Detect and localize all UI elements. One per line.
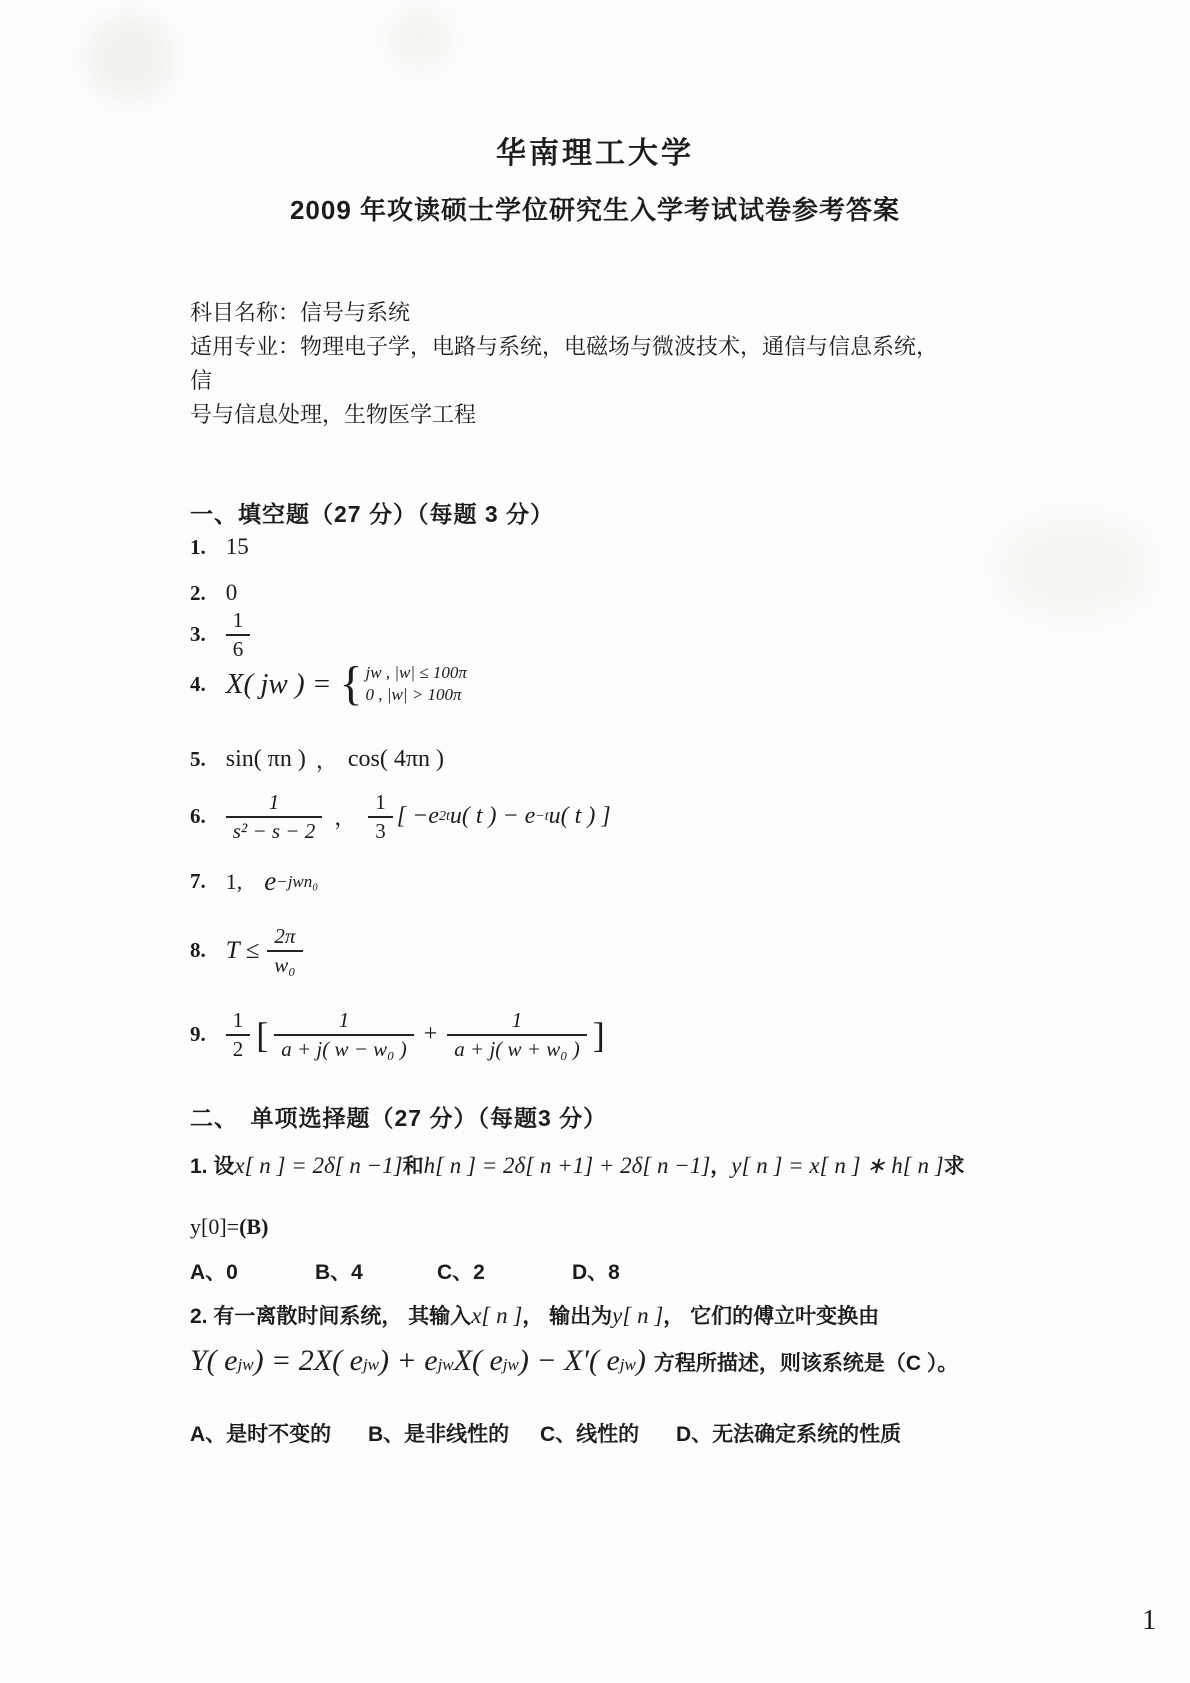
fraction bbox=[226, 790, 322, 844]
option-b: B、是非线性的 bbox=[368, 1423, 510, 1446]
fill-question-1 bbox=[190, 534, 249, 560]
fill-question-3 bbox=[190, 608, 250, 662]
question-text: ， 它们的傅立叶变换由 bbox=[663, 1305, 880, 1328]
fraction-numerator: 2π bbox=[274, 924, 296, 948]
scan-artifact bbox=[88, 16, 172, 100]
fraction-numerator: 1 bbox=[375, 790, 386, 814]
answer-expression: y[0]= bbox=[190, 1214, 240, 1239]
answer-part-a: sin( πn ) bbox=[225, 746, 306, 772]
question-number: 3. bbox=[190, 622, 206, 647]
question-number: 2. bbox=[190, 580, 206, 605]
choice-question-1-options bbox=[190, 1256, 620, 1286]
question-text: 2. 有一离散时间系统， 其输入 bbox=[190, 1305, 472, 1328]
case-bottom: 0 , |w| > 100π bbox=[365, 685, 462, 704]
page-subtitle: 2009 年攻读硕士学位研究生入学考试试卷参考答案 bbox=[289, 195, 901, 225]
fraction-denominator: w₀ bbox=[267, 950, 302, 978]
scan-artifact bbox=[390, 8, 450, 68]
question-tail-text: 方程所描述，则该系统是（C ）。 bbox=[653, 1352, 959, 1375]
fill-question-5 bbox=[190, 744, 444, 775]
close-bracket: ] bbox=[592, 1014, 605, 1055]
section2-heading: 二、 单项选择题（27 分）（每题3 分） bbox=[190, 1105, 608, 1131]
fill-question-2 bbox=[190, 580, 237, 606]
math-expression: x[ n ] bbox=[471, 1303, 523, 1328]
fraction-numerator: 1 bbox=[338, 1008, 350, 1032]
option-a: A、0 bbox=[190, 1261, 238, 1284]
option-d: D、8 bbox=[572, 1261, 620, 1284]
option-a: A、是时不变的 bbox=[190, 1423, 332, 1446]
fill-question-8 bbox=[190, 924, 303, 978]
question-number: 9. bbox=[190, 1022, 206, 1047]
formula-part: X( e bbox=[453, 1344, 503, 1377]
math-expression: x[ n ] = 2δ[ n −1] bbox=[234, 1153, 403, 1178]
formula-part: ) = 2X( e bbox=[253, 1344, 363, 1377]
fraction-denominator: 6 bbox=[226, 634, 251, 662]
subject-line: 科目名称：信号与系统 bbox=[190, 300, 411, 325]
math-expression: y[ n ] bbox=[612, 1303, 664, 1328]
question-number: 4. bbox=[190, 671, 206, 696]
fill-question-6: 6. $\frac{1}{\text{s² − s − 2}}$ ， $\frac{1}{3}$ [ −e 2t u( t ) − e −t u( t ) ] bbox=[190, 790, 611, 843]
question-number: 7. bbox=[190, 869, 206, 893]
option-b: B、4 bbox=[315, 1261, 363, 1284]
fraction-numerator: 1 bbox=[232, 608, 244, 632]
question-text: ， 输出为 bbox=[522, 1305, 613, 1328]
fraction bbox=[267, 924, 302, 978]
formula-part: ) bbox=[635, 1344, 646, 1377]
case-top: jw , |w| ≤ 100π bbox=[365, 662, 467, 682]
formula-part: Y( e bbox=[190, 1344, 238, 1377]
fraction-numerator: 1 bbox=[511, 1008, 523, 1032]
fill-question-7: 7. 1, e −jwn₀ bbox=[190, 866, 319, 896]
option-c: C、线性的 bbox=[540, 1423, 640, 1446]
fraction-denominator: a + j( w + w₀ ) bbox=[447, 1034, 586, 1062]
formula-part: ) − X′( e bbox=[518, 1344, 620, 1377]
fraction-numerator: 1 bbox=[232, 1008, 244, 1032]
choice-question-2-options bbox=[190, 1418, 901, 1448]
fraction bbox=[447, 1008, 586, 1062]
expression-part: [ −e bbox=[396, 803, 439, 830]
question-text: 和 bbox=[402, 1155, 424, 1178]
fraction-denominator: a + j( w − w₀ ) bbox=[274, 1034, 413, 1062]
question-text: 求 bbox=[943, 1155, 965, 1178]
answer-part-a: 1, bbox=[225, 868, 243, 894]
question-text: ， bbox=[710, 1155, 732, 1178]
majors-line-1: 适用专业：物理电子学，电路与系统，电磁场与微波技术，通信与信息系统，信 bbox=[190, 334, 939, 393]
separator: ， bbox=[334, 805, 357, 831]
case-brace: { bbox=[339, 657, 363, 710]
separator: ， bbox=[315, 748, 338, 773]
choice-question-2 bbox=[190, 1300, 879, 1330]
choice-question-1-answer bbox=[190, 1214, 268, 1240]
answer-value: 15 bbox=[225, 534, 249, 559]
fraction-numerator: 1 bbox=[268, 790, 280, 814]
question-number: 8. bbox=[190, 938, 206, 963]
formula-part: ) + e bbox=[379, 1344, 438, 1377]
expression-part: u( t ) − e bbox=[449, 803, 536, 830]
math-expression: y[ n ] = x[ n ] ∗ h[ n ] bbox=[731, 1153, 944, 1178]
option-c: C、2 bbox=[437, 1261, 485, 1284]
fraction-denominator: 2 bbox=[226, 1034, 251, 1062]
question-text: 1. 设 bbox=[190, 1155, 235, 1178]
plus-sign: + bbox=[423, 1021, 438, 1048]
question-number: 5. bbox=[190, 747, 206, 771]
subject-info bbox=[190, 296, 950, 432]
question-number: 6. bbox=[190, 804, 206, 829]
fill-question-4 bbox=[190, 657, 467, 710]
answer-value: 0 bbox=[225, 580, 238, 605]
piecewise-cases bbox=[366, 662, 467, 706]
open-bracket: [ bbox=[256, 1014, 269, 1055]
fraction bbox=[274, 1008, 413, 1062]
choice-question-2-formula: Y( e jw ) = 2X( e jw ) + e jw X( e jw ) − X′( e jw ) 方程所描述，则该系统是（C ）。 bbox=[190, 1344, 959, 1377]
fraction bbox=[226, 608, 251, 662]
fill-question-9 bbox=[190, 1008, 611, 1062]
fraction bbox=[368, 790, 393, 844]
fraction-denominator: s² − s − 2 bbox=[226, 816, 322, 844]
section1-heading: 一、填空题（27 分）（每题 3 分） bbox=[190, 501, 555, 527]
formula-lhs: X( jw ) = bbox=[225, 667, 332, 700]
answer-part-b: cos( 4πn ) bbox=[347, 746, 444, 772]
answer-letter: (B) bbox=[239, 1214, 269, 1239]
scan-artifact bbox=[1000, 520, 1150, 615]
page-title: 华南理工大学 bbox=[496, 137, 694, 170]
choice-question-1 bbox=[190, 1150, 965, 1180]
inequality-lhs: T ≤ bbox=[225, 936, 260, 964]
question-number: 1. bbox=[190, 534, 206, 559]
majors-line-2: 号与信息处理，生物医学工程 bbox=[190, 402, 477, 427]
exp-base: e bbox=[264, 866, 277, 896]
fraction-denominator: 3 bbox=[368, 816, 393, 844]
math-expression: h[ n ] = 2δ[ n +1] + 2δ[ n −1] bbox=[423, 1153, 711, 1178]
page-number: 1 bbox=[1142, 1604, 1157, 1636]
fraction bbox=[226, 1008, 251, 1062]
option-d: D、无法确定系统的性质 bbox=[676, 1423, 902, 1446]
expression-part: u( t ) ] bbox=[548, 803, 611, 830]
